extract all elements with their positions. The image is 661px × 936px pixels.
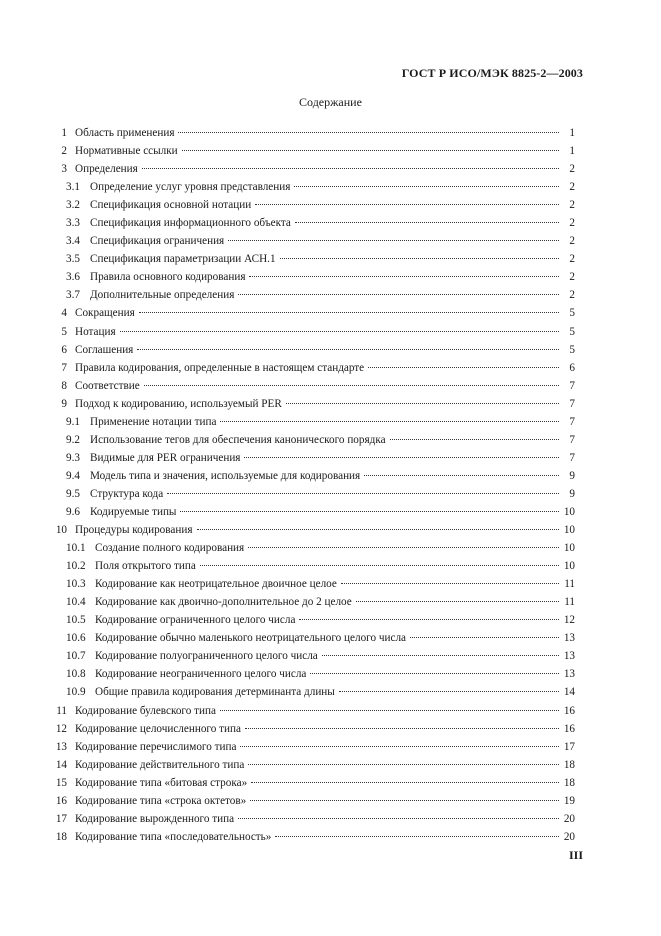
toc-entry-label: Поля открытого типа xyxy=(95,560,196,573)
toc-entry-number: 10.1 xyxy=(66,542,86,555)
toc-dot-leader xyxy=(245,728,559,729)
toc-dot-leader xyxy=(238,294,559,295)
toc-dot-leader xyxy=(240,746,559,747)
toc-entry-label: Применение нотации типа xyxy=(90,415,217,428)
toc-entry-page: 18 xyxy=(563,758,575,771)
toc-entry-number: 10.5 xyxy=(66,614,86,627)
toc-entry-page: 2 xyxy=(569,217,575,230)
toc-entry-label: Структура кода xyxy=(90,487,164,500)
toc-entry[interactable] xyxy=(53,307,575,325)
toc-dot-leader xyxy=(286,403,559,404)
toc-entry-label: Кодирование типа «последовательность» xyxy=(75,830,272,843)
toc-dot-leader xyxy=(139,312,559,313)
toc-entry-number: 5 xyxy=(61,325,67,338)
toc-dot-leader xyxy=(248,547,559,548)
toc-entry-page: 1 xyxy=(569,145,575,158)
toc-dot-leader xyxy=(299,619,559,620)
toc-entry-number: 4 xyxy=(61,307,67,320)
toc-entry-number: 10.4 xyxy=(66,596,86,609)
toc-entry-number: 9.1 xyxy=(66,415,80,428)
toc-entry-page: 1 xyxy=(569,127,575,139)
toc-dot-leader xyxy=(142,168,559,169)
toc-entry[interactable] xyxy=(53,253,575,271)
toc-entry-page: 20 xyxy=(563,812,575,825)
toc-entry[interactable] xyxy=(53,668,575,686)
toc-entry-page: 14 xyxy=(563,686,575,699)
toc-dot-leader xyxy=(180,511,559,512)
document-header: ГОСТ Р ИСО/МЭК 8825-2—2003 xyxy=(401,66,583,80)
toc-dot-leader xyxy=(178,132,559,133)
toc-dot-leader xyxy=(200,565,559,566)
toc-entry-label: Кодирование целочисленного типа xyxy=(75,722,241,735)
toc-entry-label: Кодируемые типы xyxy=(90,505,177,518)
toc-entry[interactable] xyxy=(53,524,575,542)
toc-entry-page: 13 xyxy=(563,632,575,645)
toc-entry-page: 2 xyxy=(569,163,575,176)
toc-entry-label: Кодирование ограниченного целого числа xyxy=(95,614,296,627)
toc-entry[interactable] xyxy=(53,777,575,795)
toc-dot-leader xyxy=(220,421,559,422)
toc-entry[interactable] xyxy=(53,434,575,452)
toc-dot-leader xyxy=(249,276,559,277)
toc-entry-number: 3.4 xyxy=(66,235,80,248)
toc-entry-number: 3.7 xyxy=(66,289,80,302)
toc-entry-page: 6 xyxy=(569,361,575,374)
toc-entry-page: 16 xyxy=(563,722,575,735)
toc-entry-number: 2 xyxy=(61,145,67,158)
toc-entry-number: 3.2 xyxy=(66,199,80,212)
toc-entry-number: 9.2 xyxy=(66,433,80,446)
toc-entry[interactable] xyxy=(53,831,575,849)
toc-entry-label: Кодирование неограниченного целого числа xyxy=(95,668,307,681)
toc-entry-number: 6 xyxy=(61,343,67,356)
toc-dot-leader xyxy=(120,331,559,332)
toc-entry[interactable] xyxy=(53,650,575,668)
toc-entry[interactable] xyxy=(53,398,575,416)
toc-dot-leader xyxy=(341,583,559,584)
toc-entry-page: 10 xyxy=(563,542,575,555)
toc-dot-leader xyxy=(322,655,559,656)
toc-entry-page: 11 xyxy=(564,596,575,609)
toc-entry-label: Кодирование действительного типа xyxy=(75,758,245,771)
toc-entry[interactable] xyxy=(53,362,575,380)
toc-entry-page: 5 xyxy=(569,325,575,338)
toc-entry-label: Процедуры кодирования xyxy=(75,524,193,537)
toc-entry-label: Кодирование обычно маленького неотрицательного целого числа xyxy=(95,632,406,645)
toc-entry-number: 10.7 xyxy=(66,650,86,663)
toc-entry-number: 1 xyxy=(61,127,67,139)
toc-entry-number: 13 xyxy=(55,740,67,753)
toc-entry-number: 3.5 xyxy=(66,253,80,266)
toc-entry[interactable] xyxy=(53,506,575,524)
page-title: Содержание xyxy=(299,95,362,109)
toc-entry-label: Сокращения xyxy=(75,307,135,320)
toc-entry[interactable] xyxy=(53,326,575,344)
toc-entry-number: 15 xyxy=(55,776,67,789)
toc-entry-page: 7 xyxy=(569,379,575,392)
toc-entry-number: 3 xyxy=(61,163,67,176)
toc-entry-number: 14 xyxy=(55,758,67,771)
toc-entry-label: Кодирование перечислимого типа xyxy=(75,740,237,753)
toc-entry-label: Кодирование булевского типа xyxy=(75,704,216,717)
toc-entry-label: Кодирование полуограниченного целого числа xyxy=(95,650,318,663)
toc-entry[interactable] xyxy=(53,542,575,560)
toc-entry-number: 3.6 xyxy=(66,271,80,284)
toc-entry-label: Подход к кодированию, используемый PER xyxy=(75,397,282,410)
page-number: III xyxy=(568,848,583,862)
toc-entry-number: 11 xyxy=(56,704,67,717)
toc-entry[interactable] xyxy=(53,488,575,506)
toc-entry-number: 10.2 xyxy=(66,560,86,573)
toc-entry-number: 9.3 xyxy=(66,451,80,464)
toc-dot-leader xyxy=(390,439,559,440)
toc-entry-label: Кодирование типа «строка октетов» xyxy=(75,794,247,807)
toc-entry-page: 2 xyxy=(569,271,575,284)
toc-dot-leader xyxy=(137,349,559,350)
toc-entry-page: 5 xyxy=(569,307,575,320)
toc-entry-label: Спецификация основной нотации xyxy=(90,199,252,212)
toc-entry[interactable] xyxy=(53,181,575,199)
toc-entry-page: 10 xyxy=(563,524,575,537)
toc-entry-number: 3.1 xyxy=(66,181,80,194)
toc-dot-leader xyxy=(182,150,559,151)
toc-entry-page: 19 xyxy=(563,794,575,807)
toc-entry-number: 7 xyxy=(61,361,67,374)
toc-entry[interactable] xyxy=(53,271,575,289)
toc-entry-label: Правила основного кодирования xyxy=(90,271,246,284)
toc-entry-page: 7 xyxy=(569,433,575,446)
toc-entry-number: 12 xyxy=(55,722,67,735)
toc-entry-page: 2 xyxy=(569,235,575,248)
toc-entry-number: 9.6 xyxy=(66,505,80,518)
toc-entry-label: Правила кодирования, определенные в настоящем стандарте xyxy=(75,361,365,374)
toc-entry-page: 20 xyxy=(563,830,575,843)
toc-dot-leader xyxy=(294,186,559,187)
toc-entry-label: Определение услуг уровня представления xyxy=(90,181,291,194)
toc-dot-leader xyxy=(310,673,559,674)
toc-entry[interactable] xyxy=(53,199,575,217)
toc-entry-label: Видимые для PER ограничения xyxy=(90,451,241,464)
toc-dot-leader xyxy=(295,222,559,223)
toc-entry-label: Дополнительные определения xyxy=(90,289,235,302)
toc-entry-label: Кодирование как неотрицательное двоичное целое xyxy=(95,578,337,591)
toc-entry-page: 10 xyxy=(563,505,575,518)
toc-entry[interactable] xyxy=(53,470,575,488)
toc-dot-leader xyxy=(197,529,560,530)
toc-entry-page: 11 xyxy=(564,578,575,591)
toc-dot-leader xyxy=(280,258,559,259)
toc-entry-page: 10 xyxy=(563,560,575,573)
toc-dot-leader xyxy=(228,240,559,241)
toc-dot-leader xyxy=(248,764,559,765)
toc-entry-label: Область применения xyxy=(75,127,175,139)
toc-entry-label: Спецификация ограничения xyxy=(90,235,225,248)
toc-entry[interactable] xyxy=(53,145,575,163)
toc-entry-label: Создание полного кодирования xyxy=(95,542,245,555)
toc-entry[interactable] xyxy=(53,163,575,181)
toc-entry[interactable] xyxy=(53,759,575,777)
toc-entry-page: 2 xyxy=(569,181,575,194)
toc-entry-label: Кодирование как двоично-дополнительное до 2 целое xyxy=(95,596,352,609)
toc-entry-number: 17 xyxy=(55,812,67,825)
toc-entry-number: 9.5 xyxy=(66,487,80,500)
toc-entry-number: 10.6 xyxy=(66,632,86,645)
toc-entry-label: Кодирование вырожденного типа xyxy=(75,812,235,825)
toc-entry[interactable] xyxy=(53,813,575,831)
toc-entry-label: Нотация xyxy=(75,325,116,338)
toc-entry-number: 16 xyxy=(55,794,67,807)
toc-entry-number: 10.8 xyxy=(66,668,86,681)
toc-dot-leader xyxy=(167,493,559,494)
toc-dot-leader xyxy=(356,601,559,602)
toc-entry-page: 2 xyxy=(569,289,575,302)
toc-entry[interactable] xyxy=(53,686,575,704)
toc-entry-label: Использование тегов для обеспечения канонического порядка xyxy=(90,433,386,446)
toc-entry[interactable] xyxy=(53,217,575,235)
toc-entry-number: 10.9 xyxy=(66,686,86,699)
toc-dot-leader xyxy=(410,637,559,638)
toc-entry[interactable] xyxy=(53,723,575,741)
toc-entry[interactable] xyxy=(53,380,575,398)
toc-dot-leader xyxy=(144,385,559,386)
toc-entry[interactable] xyxy=(53,795,575,813)
toc-dot-leader xyxy=(368,367,559,368)
toc-entry-number: 10.3 xyxy=(66,578,86,591)
toc-entry-page: 12 xyxy=(563,614,575,627)
toc-entry-number: 10 xyxy=(55,524,67,537)
toc-entry-number: 18 xyxy=(55,830,67,843)
toc-entry[interactable] xyxy=(53,235,575,253)
toc-entry[interactable] xyxy=(53,614,575,632)
toc-dot-leader xyxy=(220,710,559,711)
toc-dot-leader xyxy=(251,782,559,783)
toc-entry-page: 17 xyxy=(563,740,575,753)
toc-dot-leader xyxy=(238,818,559,819)
table-of-contents xyxy=(53,127,575,849)
toc-entry-label: Определения xyxy=(75,163,138,176)
toc-entry[interactable] xyxy=(53,416,575,434)
toc-entry[interactable] xyxy=(53,596,575,614)
toc-entry[interactable] xyxy=(53,578,575,596)
toc-dot-leader xyxy=(244,457,559,458)
toc-entry-label: Нормативные ссылки xyxy=(75,145,178,158)
toc-entry-label: Спецификация информационного объекта xyxy=(90,217,291,230)
toc-entry-page: 16 xyxy=(563,704,575,717)
toc-entry-page: 2 xyxy=(569,253,575,266)
toc-entry-label: Кодирование типа «битовая строка» xyxy=(75,776,248,789)
toc-dot-leader xyxy=(255,204,559,205)
toc-entry[interactable] xyxy=(53,632,575,650)
toc-entry-number: 3.3 xyxy=(66,217,80,230)
toc-entry[interactable] xyxy=(53,289,575,307)
toc-dot-leader xyxy=(250,800,559,801)
toc-entry-label: Соглашения xyxy=(75,343,134,356)
toc-entry-label: Спецификация параметризации АСН.1 xyxy=(90,253,276,266)
toc-entry-page: 7 xyxy=(569,451,575,464)
toc-entry-label: Модель типа и значения, используемые для кодирования xyxy=(90,469,361,482)
toc-entry-label: Соответствие xyxy=(75,379,140,392)
toc-entry-number: 8 xyxy=(61,379,67,392)
toc-entry[interactable] xyxy=(53,344,575,362)
toc-entry-page: 7 xyxy=(569,397,575,410)
toc-dot-leader xyxy=(275,836,559,837)
toc-entry-number: 9 xyxy=(61,397,67,410)
toc-entry[interactable] xyxy=(53,127,575,145)
toc-entry-page: 5 xyxy=(569,343,575,356)
toc-entry-label: Общие правила кодирования детерминанта длины xyxy=(95,686,335,699)
toc-entry-page: 2 xyxy=(569,199,575,212)
toc-entry-page: 18 xyxy=(563,776,575,789)
toc-entry-page: 9 xyxy=(569,469,575,482)
toc-entry-page: 9 xyxy=(569,487,575,500)
toc-dot-leader xyxy=(364,475,559,476)
toc-dot-leader xyxy=(339,691,559,692)
toc-entry-page: 13 xyxy=(563,650,575,663)
toc-entry-page: 7 xyxy=(569,415,575,428)
toc-entry[interactable] xyxy=(53,741,575,759)
toc-entry-page: 13 xyxy=(563,668,575,681)
toc-entry[interactable] xyxy=(53,452,575,470)
toc-entry-number: 9.4 xyxy=(66,469,80,482)
toc-entry[interactable] xyxy=(53,560,575,578)
toc-entry[interactable] xyxy=(53,705,575,723)
